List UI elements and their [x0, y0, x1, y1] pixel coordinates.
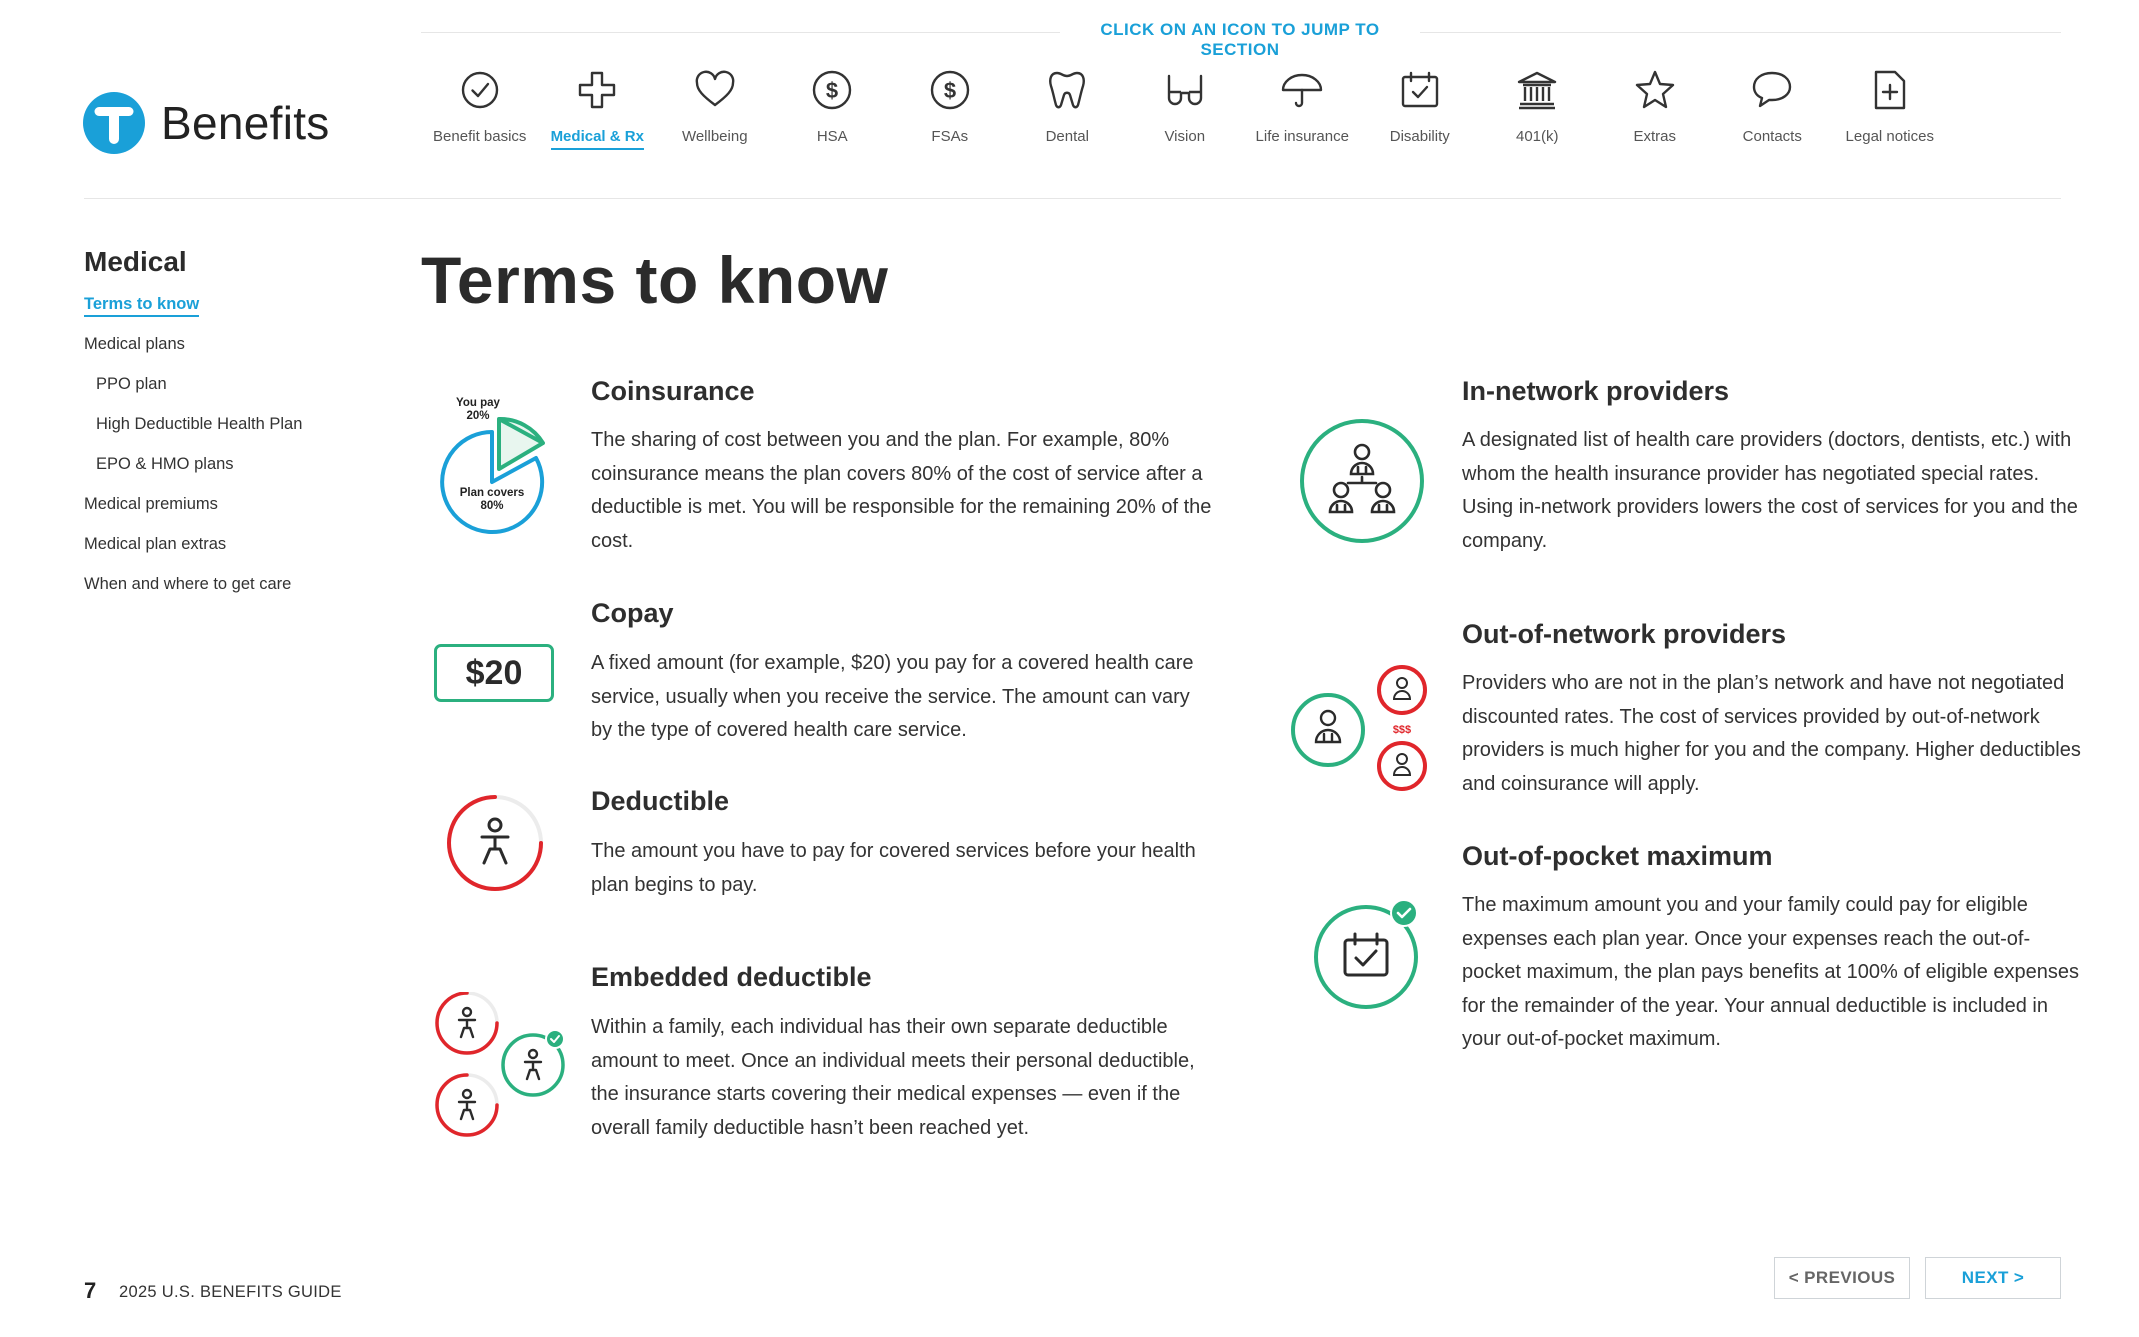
nav-label: Benefit basics: [433, 128, 527, 145]
term-title-embedded-deductible: Embedded deductible: [591, 962, 872, 992]
sidebar-item-ppo-plan[interactable]: PPO plan: [96, 375, 167, 393]
term-title-oop-max: Out-of-pocket maximum: [1462, 841, 1773, 871]
term-body-coinsurance: The sharing of cost between you and the plan. For example, 80% coinsurance means the plan covers 80% of the cost of service after a deductible is met. You will be responsible for the remaining 20% of the cost.: [591, 429, 1212, 552]
svg-text:$: $: [943, 78, 956, 103]
svg-text:20%: 20%: [466, 410, 490, 422]
sidebar-heading: Medical: [84, 246, 187, 277]
nav-disability[interactable]: [1361, 68, 1479, 150]
nav-label: Disability: [1389, 128, 1450, 145]
logo-t-icon: [83, 92, 145, 154]
nav-label: FSAs: [931, 128, 969, 145]
calendar-max-icon: [1312, 895, 1424, 1011]
nav-401k[interactable]: [1479, 68, 1597, 150]
heart-icon: [693, 68, 737, 112]
nav-life-insurance[interactable]: [1244, 68, 1362, 150]
nav-benefit-basics[interactable]: [421, 68, 539, 150]
nav-label: Dental: [1045, 128, 1089, 145]
nav-vision[interactable]: [1126, 68, 1244, 150]
sidebar-item-where-to-get-care[interactable]: When and where to get care: [84, 575, 292, 593]
sidebar-item-medical-premiums[interactable]: Medical premiums: [84, 495, 218, 513]
nav-wellbeing[interactable]: [656, 68, 774, 150]
bank-icon: [1515, 68, 1559, 112]
network-people-icon: [1298, 417, 1426, 545]
section-nav: [421, 68, 1949, 150]
nav-extras[interactable]: [1596, 68, 1714, 150]
term-title-out-of-network: Out-of-network providers: [1462, 619, 1787, 649]
term-title-copay: Copay: [591, 598, 674, 628]
nav-label: Medical & Rx: [551, 128, 644, 150]
check-circle-icon: [458, 68, 502, 112]
term-title-coinsurance: Coinsurance: [591, 376, 755, 406]
tooth-icon: [1045, 68, 1089, 112]
medical-cross-icon: [575, 68, 619, 112]
jump-banner: CLICK ON AN ICON TO JUMP TO SECTION: [1060, 20, 1420, 60]
nav-label: Contacts: [1742, 128, 1802, 145]
dollar-circle-icon: [928, 68, 972, 112]
page-title: Terms to know: [421, 243, 889, 317]
sidebar-item-epo-hmo[interactable]: EPO & HMO plans: [96, 455, 234, 473]
guide-title: 2025 U.S. BENEFITS GUIDE: [119, 1283, 342, 1301]
embedded-deductible-icon: [432, 992, 572, 1142]
nav-dental[interactable]: [1009, 68, 1127, 150]
nav-contacts[interactable]: [1714, 68, 1832, 150]
document-plus-icon: [1868, 68, 1912, 112]
svg-text:$$$: $$$: [1392, 724, 1412, 736]
nav-label: Legal notices: [1845, 128, 1934, 145]
page-number: 7: [84, 1278, 97, 1303]
logo-text: Benefits: [161, 97, 330, 149]
term-body-out-of-network: Providers who are not in the plan’s network and have not negotiated discounted rates. The cost of services provided by out-of-network providers is much higher for you and the company. Higher deductibles and coinsurance will apply.: [1462, 672, 2081, 795]
term-title-deductible: Deductible: [591, 786, 730, 816]
term-body-oop-max: The maximum amount you and your family could pay for eligible expenses each plan year. Once your expenses reach the out-of-pocket maximum, the plan pays benefits at 100% of eligible expenses for the remainder of the year. Your annual deductible is included in your out-of-pocket maximum.: [1462, 894, 2080, 1050]
nav-label: Life insurance: [1255, 128, 1349, 145]
chat-bubble-icon: [1750, 68, 1794, 112]
term-body-in-network: A designated list of health care providers (doctors, dentists, etc.) with whom the health insurance provider has negotiated special rates. Using in-network providers lowers the cost of services for you and the company.: [1462, 429, 2078, 552]
pie-chart-icon: [432, 394, 562, 539]
sidebar: [84, 246, 384, 614]
nav-label: HSA: [816, 128, 848, 145]
nav-label: Wellbeing: [681, 128, 748, 145]
glasses-icon: [1163, 68, 1207, 112]
nav-medical-rx[interactable]: [539, 68, 657, 150]
nav-fsas[interactable]: [891, 68, 1009, 150]
term-body-copay: A fixed amount (for example, $20) you pay for a covered health care service, usually when you receive the service. The amount can vary by the type of covered health care service.: [591, 652, 1194, 741]
nav-legal-notices[interactable]: [1831, 68, 1949, 150]
svg-text:$: $: [826, 78, 839, 103]
umbrella-icon: [1280, 68, 1324, 112]
header-bottom-rule: [84, 198, 2061, 199]
term-body-embedded-deductible: Within a family, each individual has their own separate deductible amount to meet. Once an individual meets their personal deductible, the insurance starts covering their medical expenses — even if the overall family deductible hasn’t been reached yet.: [591, 1016, 1195, 1139]
nav-label: 401(k): [1515, 128, 1559, 145]
calendar-check-icon: [1398, 68, 1442, 112]
term-body-deductible: The amount you have to pay for covered services before your health plan begins to pay.: [591, 840, 1196, 896]
copay-badge-icon: $20: [434, 644, 554, 702]
nav-hsa[interactable]: [774, 68, 892, 150]
svg-text:You pay: You pay: [456, 397, 500, 409]
svg-text:80%: 80%: [480, 500, 504, 512]
svg-text:Plan covers: Plan covers: [459, 487, 525, 499]
sidebar-item-hdhp[interactable]: High Deductible Health Plan: [96, 415, 303, 433]
nav-label: Extras: [1633, 128, 1676, 145]
logo[interactable]: [83, 92, 330, 154]
out-of-network-people-icon: [1290, 662, 1430, 794]
next-button[interactable]: NEXT >: [1925, 1257, 2061, 1299]
deductible-person-icon: [444, 792, 546, 894]
sidebar-item-medical-plans[interactable]: Medical plans: [84, 335, 185, 353]
nav-label: Vision: [1164, 128, 1206, 145]
dollar-circle-icon: [810, 68, 854, 112]
sidebar-item-medical-plan-extras[interactable]: Medical plan extras: [84, 535, 227, 553]
sidebar-item-terms-to-know[interactable]: Terms to know: [84, 294, 384, 334]
star-icon: [1633, 68, 1677, 112]
term-title-in-network: In-network providers: [1462, 376, 1730, 406]
previous-button[interactable]: < PREVIOUS: [1774, 1257, 1910, 1299]
